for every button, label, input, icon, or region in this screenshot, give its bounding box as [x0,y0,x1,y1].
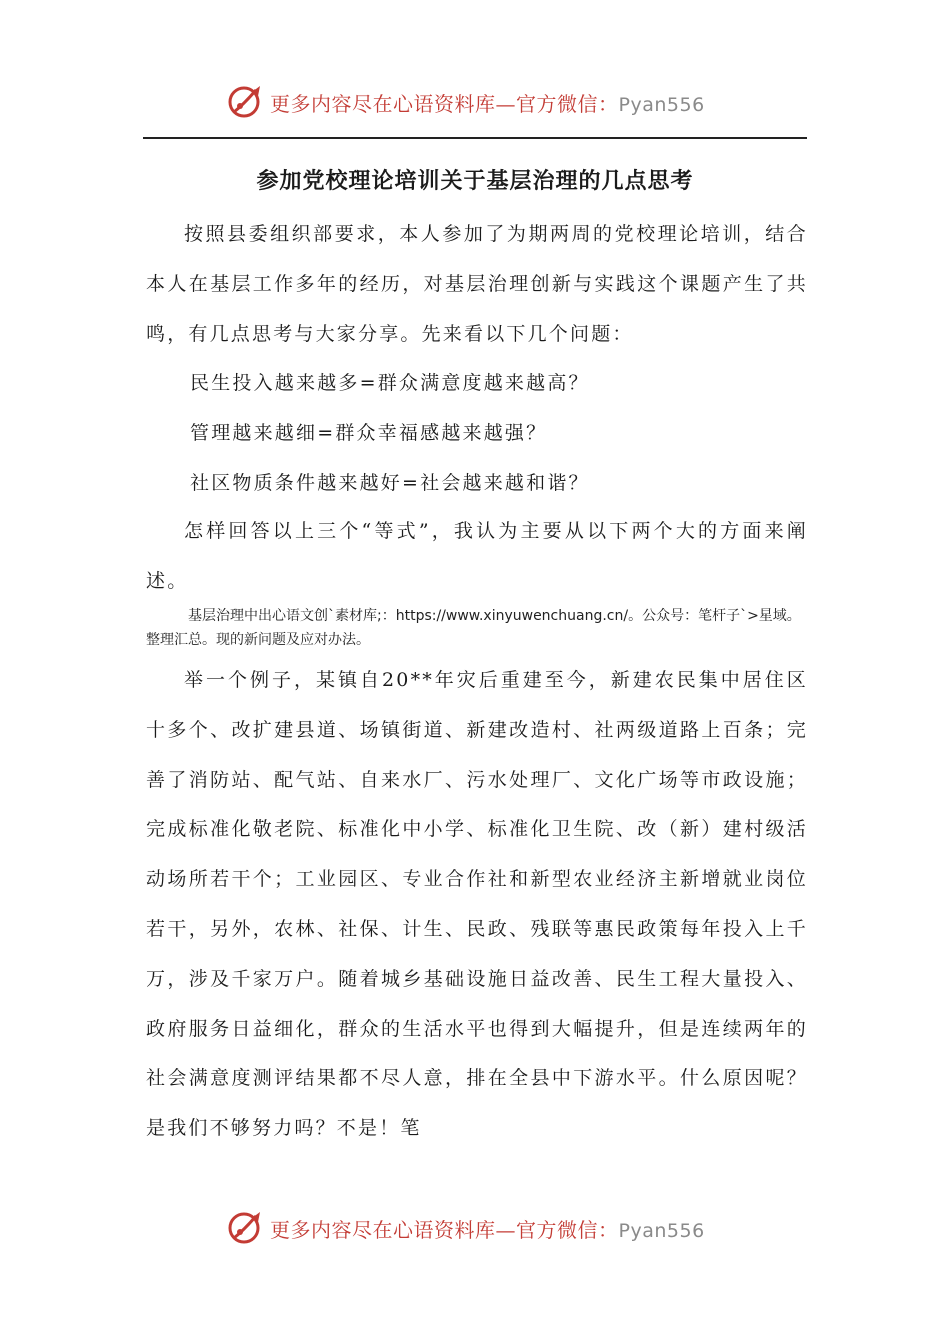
wechat-id: Pyan556 [618,1219,705,1242]
answer-intro-paragraph: 怎样回答以上三个“等式”，我认为主要从以下两个大的方面来阐述。 [146,520,808,592]
source-note: 基层治理中出心语文创`素材库;：https://www.xinyuwenchuang.cn/。公众号：笔杆子`>星域。整理汇总。现的新问题及应对办法。 [146,608,801,648]
question-2: 管理越来越细=群众幸福感越来越强？ [190,422,548,444]
pen-swirl-logo-icon [226,82,266,122]
wechat-id: Pyan556 [618,93,705,116]
banner-text: 更多内容尽在心语资料库—官方微信：Pyan556 [270,1217,705,1242]
question-3: 社区物质条件越来越好=社会越来越和谐？ [190,472,590,494]
header-divider [143,137,807,139]
intro-paragraph: 按照县委组织部要求，本人参加了为期两周的党校理论培训，结合本人在基层工作多年的经历，对基层治理创新与实践这个课题产生了共鸣，有几点思考与大家分享。先来看以下几个问题： [146,223,808,345]
footer-banner [226,1206,746,1250]
document-title: 参加党校理论培训关于基层治理的几点思考 [256,168,694,194]
header-banner [226,80,746,124]
banner-text: 更多内容尽在心语资料库—官方微信：Pyan556 [270,91,705,116]
pen-swirl-logo-icon [226,1208,266,1248]
question-1: 民生投入越来越多=群众满意度越来越高？ [190,372,590,394]
example-paragraph: 举一个例子，某镇自20**年灾后重建至今，新建农民集中居住区十多个、改扩建县道、场镇街道、新建改造村、社两级道路上百条；完善了消防站、配气站、自来水厂、污水处理厂、文化广场等市政设施；完成标准化敬老院、标准化中小学、标准化卫生院、改（新）建村级活动场所若干个；工业园区、专业合作社和新型农业经济主新增就业岗位若干，另外，农林、社保、计生、民政、残联等惠民政策每年投入上千万，涉及千家万户。随着城乡基础设施日益改善、民生工程大量投入、政府服务日益细化，群众的生活水平也得到大幅提升，但是连续两年的社会满意度测评结果都不尽人意，排在全县中下游水平。什么原因呢？是我们不够努力吗？不是！笔 [146,669,808,1140]
